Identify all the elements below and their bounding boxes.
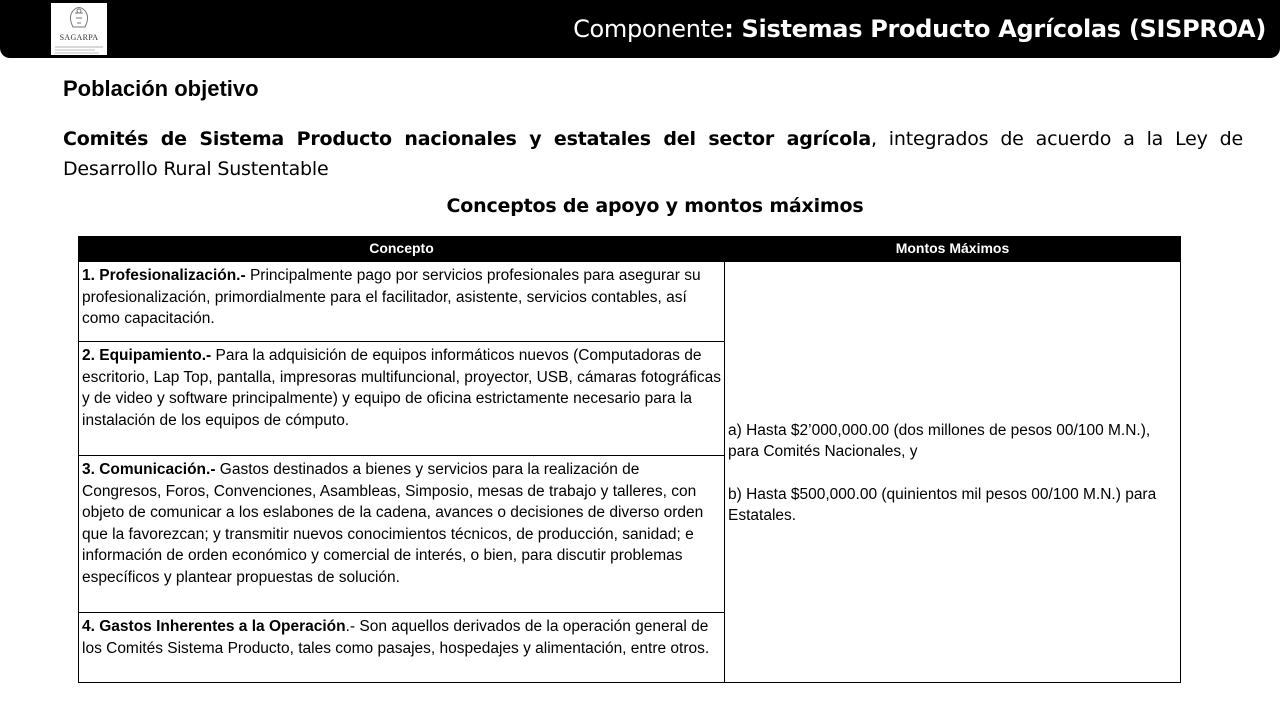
- header-title-prefix: Componente: [573, 15, 725, 43]
- table-row: [79, 262, 1181, 342]
- header-title: [573, 13, 1266, 45]
- concept-title-1: 1. Profesionalización.-: [82, 267, 246, 284]
- header-montos: Montos Máximos: [725, 237, 1181, 262]
- concept-title-2: 2. Equipamiento.-: [82, 347, 212, 364]
- concept-cell-4: [79, 613, 725, 683]
- coat-of-arms-icon: [51, 3, 107, 55]
- concept-cell-1: [79, 262, 725, 342]
- intro-paragraph: [63, 124, 1243, 184]
- concept-text-4: .- Son aquellos derivados de la operación general de los Comités Sistema Producto, tales como pasajes, hospedajes y alimentación, entre otros.: [82, 618, 710, 657]
- logo-text: SAGARPA: [59, 33, 99, 42]
- concept-text-1: Principalmente pago por servicios profesionales para asegurar su profesionalización, primordialmente para el facilitador, asistente, servicios contables, así como capacitación.: [82, 267, 701, 327]
- concept-cell-3: [79, 456, 725, 613]
- concept-text-3: Gastos destinados a bienes y servicios para la realización de Congresos, Foros, Convenciones, Asambleas, Simposio, mesas de trabajo y talleres, con objeto de comunicar a los eslabones de la cadena, avances o decisiones de diverso orden que la favorezcan; y transmitir nuevos conocimientos técnicos, de producción, sanidad; e información de orden económico y comercial de interés, o bien, para discutir problemas específicos y plantear propuestas de solución.: [82, 461, 704, 586]
- montos-cell: [725, 262, 1181, 683]
- concepts-table: [78, 236, 1181, 683]
- table-title: Conceptos de apoyo y montos máximos: [446, 195, 864, 217]
- monto-a: a) Hasta $2’000,000.00 (dos millones de pesos 00/100 M.N.), para Comités Nacionales, y: [728, 421, 1151, 460]
- concept-text-2: Para la adquisición de equipos informáticos nuevos (Computadoras de escritorio, Lap Top, pantalla, impresoras multifuncional, proyector, USB, cámaras fotográficas y de video y software principalmente) y equipo de oficina estrictamente necesario para la instalación de los equipos de cómputo.: [82, 347, 721, 429]
- header-concepto: Concepto: [79, 237, 725, 262]
- monto-b: b) Hasta $500,000.00 (quinientos mil pesos 00/100 M.N.) para Estatales.: [728, 485, 1157, 524]
- concept-title-4: 4. Gastos Inherentes a la Operación: [82, 618, 346, 635]
- concept-cell-2: [79, 342, 725, 456]
- sagarpa-logo: [51, 3, 107, 55]
- concept-title-3: 3. Comunicación.-: [82, 461, 216, 478]
- intro-bold: Comités de Sistema Producto nacionales y estatales del sector agrícola: [63, 128, 871, 150]
- monto-gap: [728, 463, 1178, 484]
- section-title: Población objetivo: [63, 76, 259, 101]
- header-bar: [0, 0, 1280, 58]
- header-title-main: : Sistemas Producto Agrícolas (SISPROA): [724, 15, 1266, 43]
- intro-rest: , integrados de acuerdo a la Ley de Desarrollo Rural Sustentable: [63, 128, 1243, 180]
- table-header-row: [79, 237, 1181, 262]
